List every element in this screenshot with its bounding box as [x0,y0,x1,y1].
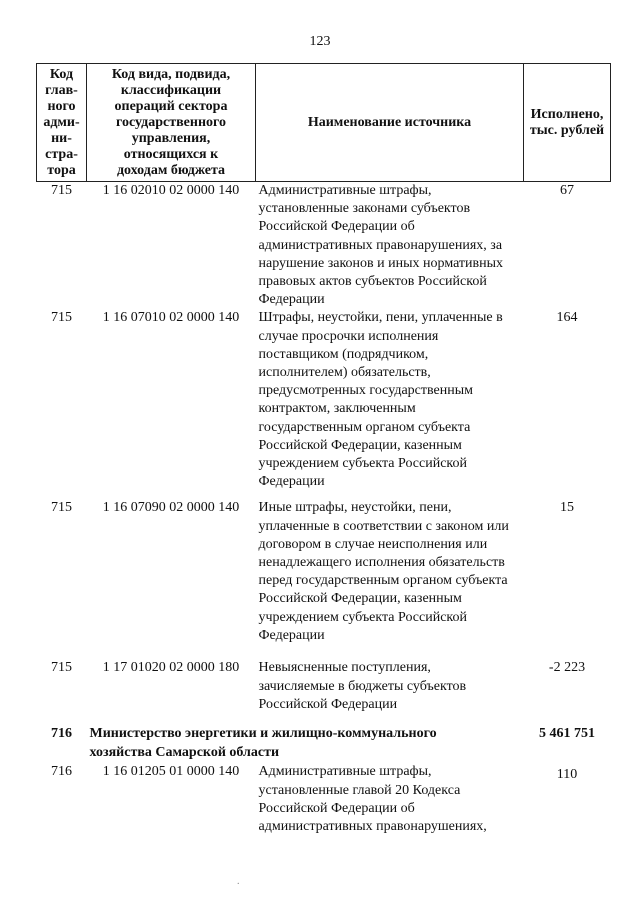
section-admin-code: 716 [51,726,72,742]
executed-amount: 15 [560,500,574,516]
admin-code: 715 [51,500,72,516]
page-number: 123 [309,34,331,49]
source-name: Штрафы, неустойки, пени, уплаченные в случае просрочки исполнения поставщиком (подрядчиком, исполнителем) обязательств, предусмотренных государственным контрактом, заключенным государственным органом субъекта Российской Федерации, казенным учреждением субъекта Российской Федерации [258,310,503,490]
header-executed-amount: Исполнено, тыс. рублей [524,64,611,182]
classification-code: 1 16 07090 02 0000 140 [102,500,240,516]
classification-code: 1 16 01205 01 0000 140 [102,764,240,780]
header-source-name: Наименование источника [256,64,524,182]
table-row [37,499,611,659]
source-name: Невыясненные поступления, зачисляемые в бюджеты субъектов Российской Федерации [258,660,467,712]
executed-amount: 110 [556,767,578,783]
executed-amount: 164 [556,310,578,326]
table-row [37,763,611,836]
revenue-table [36,63,611,836]
executed-amount: -2 223 [548,660,586,676]
source-name: Административные штрафы, установленные главой 20 Кодекса Российской Федерации об административных правонарушениях, [258,764,487,835]
executed-amount: 67 [560,183,574,198]
admin-code: 715 [51,660,72,676]
header-classification-code: Код вида, подвида, классификации операций сектора государственного управления, относящихся к доходам бюджета [87,64,256,182]
table-row [37,182,611,310]
section-row [37,725,611,763]
section-title: Министерство энергетики и жилищно-коммунального хозяйства Самарской области [89,726,437,760]
source-name: Административные штрафы, установленные законами субъектов Российской Федерации об административных правонарушениях, за нарушение законов и иных нормативных правовых актов субъектов Российской Федерации [258,183,504,308]
classification-code: 1 16 02010 02 0000 140 [102,183,240,198]
table-header [37,64,611,182]
scan-mark: . [237,876,240,887]
admin-code: 715 [51,310,72,326]
source-name: Иные штрафы, неустойки, пени, уплаченные в соответствии с законом или договором в случае неисполнения или ненадлежащего исполнения обязательств перед государственным органом субъекта Российской Федерации, казенным учреждением субъекта Российской Федерации [258,500,509,643]
table-row [37,659,611,725]
classification-code: 1 16 07010 02 0000 140 [102,310,240,326]
section-amount: 5 461 751 [539,726,595,742]
table-row [37,309,611,499]
classification-code: 1 17 01020 02 0000 180 [102,660,240,676]
admin-code: 715 [51,183,72,198]
header-admin-code: Код глав- ного адми- ни- стра- тора [37,64,87,182]
admin-code: 716 [51,764,72,780]
